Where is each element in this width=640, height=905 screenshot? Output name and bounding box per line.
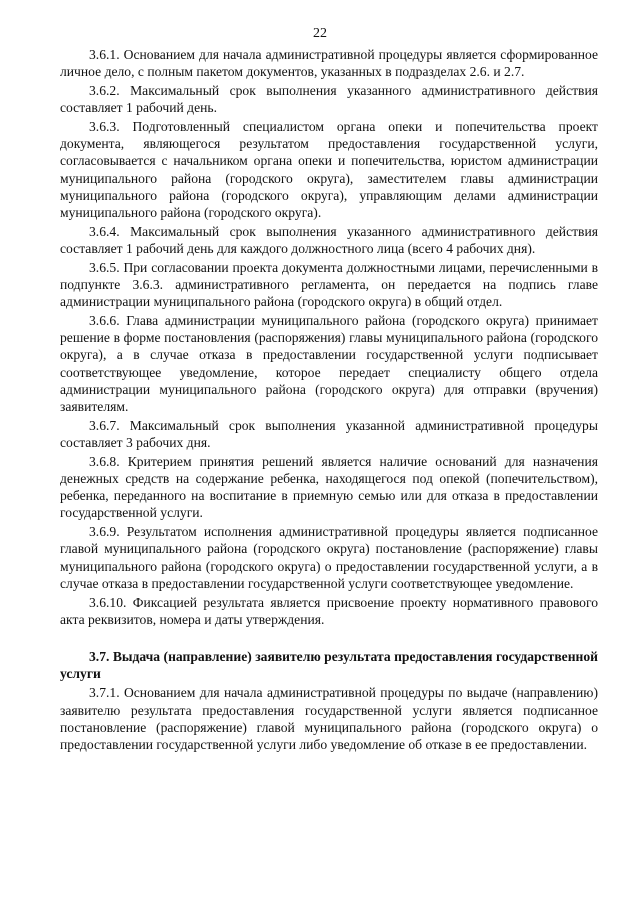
paragraph-3-6-8: 3.6.8. Критерием принятия решений является наличие оснований для назначения денежных средств на содержание ребенка, находящегося под опекой (попечительством), ребенка, переданного на воспитание в приемную семью или для отказа в предоставлении государственной услуги. (60, 453, 598, 521)
paragraph-3-6-7: 3.6.7. Максимальный срок выполнения указанной административной процедуры составляет 3 рабочих дня. (60, 417, 598, 451)
paragraph-3-7-1: 3.7.1. Основанием для начала административной процедуры по выдаче (направлению) заявителю результата предоставления государственной услуги является подписанное постановление (распоряжение) главой муниципального района (городского округа) о предоставлении государственной услуги либо уведомление об отказе в ее предоставлении. (60, 685, 598, 753)
paragraph-3-6-6: 3.6.6. Глава администрации муниципального района (городского округа) принимает решение в форме постановления (распоряжения) главы муниципального района (городского округа), а в случае отказа в предоставлении государственной услуги подписывает соответствующее уведомление, которое передает специалисту общего отдела администрации муниципального района (городского округа) для отправки (вручения) заявителям. (60, 313, 598, 415)
paragraph-3-6-10: 3.6.10. Фиксацией результата является присвоение проекту нормативного правового акта реквизитов, номера и даты утверждения. (60, 594, 598, 627)
page-number: 22 (313, 26, 327, 41)
paragraph-3-6-5: 3.6.5. При согласовании проекта документа должностными лицами, перечисленными в подпункте 3.6.3. административного регламента, он передается на подпись главе администрации муниципального района (городского округа) в общий отдел. (60, 259, 598, 310)
paragraph-3-6-4: 3.6.4. Максимальный срок выполнения указанного административного действия составляет 1 рабочий день для каждого должностного лица (всего 4 рабочих дня). (60, 223, 598, 257)
paragraph-3-6-9: 3.6.9. Результатом исполнения административной процедуры является подписанное главой муниципального района (городского округа) постановление (распоряжение) главы муниципального района (городского округа) о предоставлении государственной услуги, а в случае отказа в предоставлении государственной услуги соответствующее уведомление. (60, 524, 598, 591)
paragraph-3-6-1: 3.6.1. Основанием для начала административной процедуры является сформированное личное дело, с полным пакетом документов, указанных в подразделах 2.6. и 2.7. (60, 47, 598, 80)
section-heading-3-7: 3.7. Выдача (направление) заявителю результата предоставления государственной услуги (60, 649, 598, 682)
page-content (60, 46, 598, 755)
paragraph-3-6-3: 3.6.3. Подготовленный специалистом органа опеки и попечительства проект документа, являющегося результатом предоставления государственной услуги, согласовывается с начальником органа опеки и попечительства, юристом администрации муниципального района (городского округа), заместителем главы администрации муниципального района (городского округа), управляющим делами администрации муниципального района (городского округа). (60, 119, 598, 221)
paragraph-3-6-2: 3.6.2. Максимальный срок выполнения указанного административного действия составляет 1 рабочий день. (60, 83, 598, 116)
